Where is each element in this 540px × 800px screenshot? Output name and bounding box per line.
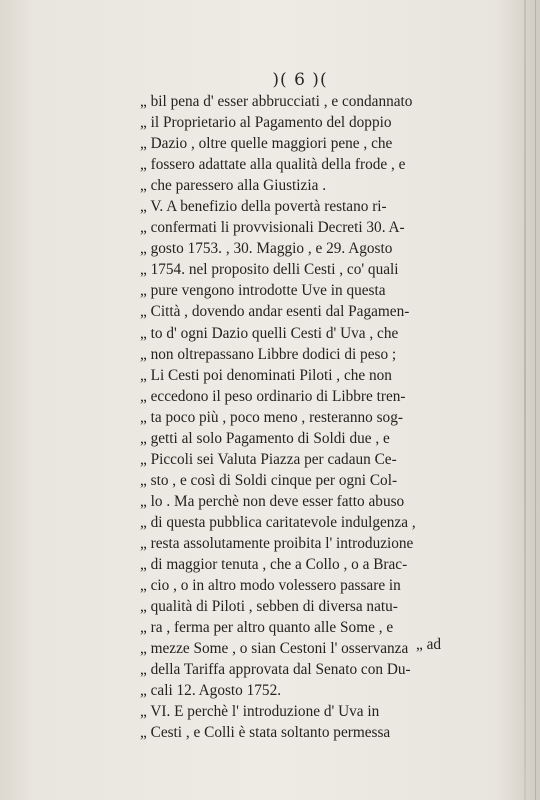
text-line: „ Cesti , e Colli è stata soltanto permessa	[140, 724, 391, 742]
text-line: „ resta assolutamente proibita l' introduzione	[140, 534, 414, 552]
text-line: „ gosto 1753. , 30. Maggio , e 29. Agosto	[140, 240, 393, 258]
text-line: „ 1754. nel proposito delli Cesti , co' quali	[140, 261, 399, 279]
text-line: „ Città , dovendo andar esenti dal Pagamen-	[140, 303, 410, 321]
text-line: „ il Proprietario al Pagamento del doppio	[140, 114, 392, 132]
text-line: „ qualità di Piloti , sebben di diversa natu-	[140, 598, 398, 616]
text-line: „ ta poco più , poco meno , resteranno sog-	[140, 408, 403, 426]
text-line: „ getti al solo Pagamento di Soldi due , e	[140, 429, 390, 447]
text-line: „ ra , ferma per altro quanto alle Some , e	[140, 619, 394, 637]
page-number: )( 6 )(	[272, 70, 328, 90]
text-line: „ non oltrepassano Libbre dodici di peso ;	[140, 345, 397, 363]
text-line: „ di maggior tenuta , che a Collo , o a Brac-	[140, 556, 408, 574]
text-line: „ sto , e così di Soldi cinque per ogni Col-	[140, 471, 398, 489]
page-edge-shadow	[524, 0, 526, 800]
text-line: „ lo . Ma perchè non deve esser fatto abuso	[140, 492, 405, 510]
text-line: „ Piccoli sei Valuta Piazza per cadaun Ce-	[140, 450, 397, 468]
text-line: „ eccedono il peso ordinario di Libbre tren-	[140, 387, 406, 405]
text-line: „ di questa pubblica caritatevole indulgenza ,	[140, 513, 416, 531]
text-line: „ pure vengono introdotte Uve in questa	[140, 282, 386, 300]
text-line: „ Dazio , oltre quelle maggiori pene , che	[140, 135, 393, 153]
text-line: „ che paressero alla Giustizia .	[140, 177, 327, 195]
text-line: „ fossero adattate alla qualità della frode , e	[140, 156, 406, 174]
catchword: „ ad	[416, 636, 442, 653]
text-line: „ to d' ogni Dazio quelli Cesti d' Uva , che	[140, 324, 399, 342]
text-line: „ della Tariffa approvata dal Senato con Du-	[140, 661, 411, 679]
text-line: „ Li Cesti poi denominati Piloti , che non	[140, 366, 392, 384]
text-line: „ bil pena d' esser abbrucciati , e condannato	[140, 93, 413, 110]
page-edge-line	[535, 0, 536, 800]
text-line: „ mezze Some , o sian Cestoni l' osservanza	[140, 640, 409, 658]
text-line: „ VI. E perchè l' introduzione d' Uva in	[140, 703, 380, 721]
text-line: „ V. A benefizio della povertà restano ri-	[140, 198, 387, 216]
text-line: „ cali 12. Agosto 1752.	[140, 682, 282, 700]
text-line: „ confermati li provvisionali Decreti 30. A-	[140, 219, 405, 237]
text-line: „ cio , o in altro modo volessero passare in	[140, 577, 401, 595]
